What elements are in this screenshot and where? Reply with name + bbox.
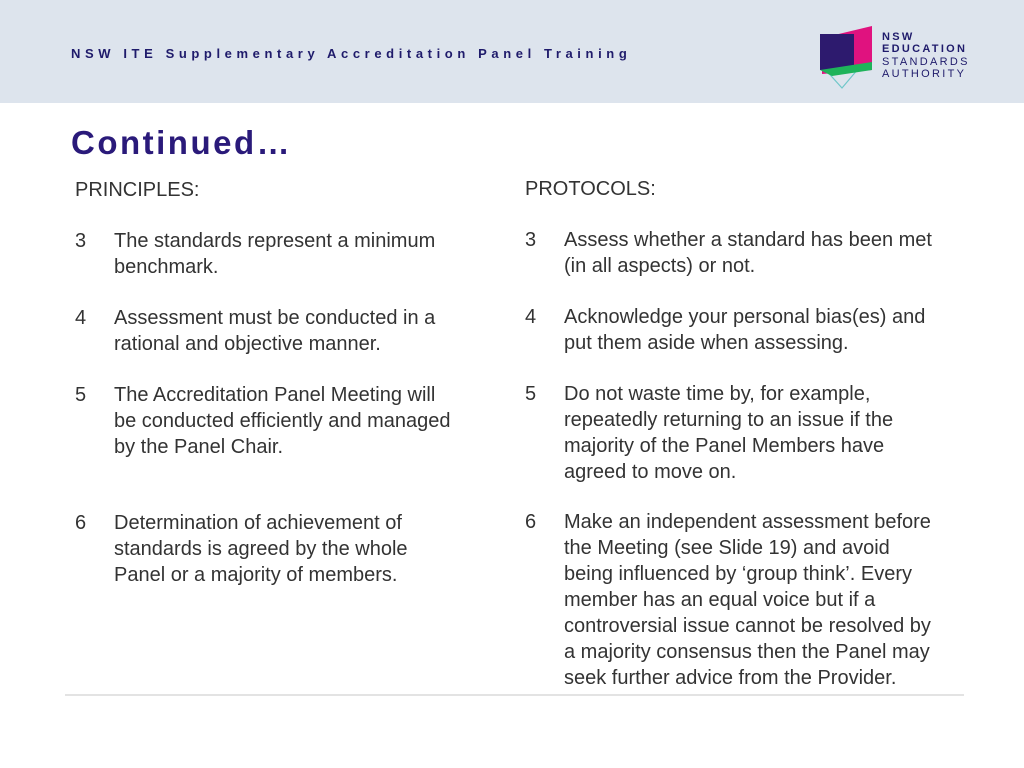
- item-line: standards is agreed by the whole: [114, 538, 408, 560]
- item-line: Determination of achievement of: [114, 512, 402, 534]
- item-line: Acknowledge your personal bias(es) and: [564, 306, 926, 328]
- item-number: 5: [525, 383, 537, 405]
- protocols-heading: PROTOCOLS:: [525, 178, 656, 200]
- item-line: The standards represent a minimum: [114, 230, 436, 252]
- logo-line: STANDARDS: [882, 55, 970, 68]
- item-line: Make an independent assessment before: [564, 511, 931, 533]
- logo-line: EDUCATION: [882, 43, 968, 56]
- item-number: 3: [525, 229, 537, 251]
- item-line: majority of the Panel Members have: [564, 435, 885, 457]
- item-line: the Meeting (see Slide 19) and avoid: [564, 537, 890, 559]
- item-line: controversial issue cannot be resolved by: [564, 615, 931, 637]
- item-line: Assessment must be conducted in a: [114, 307, 436, 329]
- item-number: 6: [525, 511, 537, 533]
- nesa-logo-icon: [818, 24, 874, 90]
- item-line: by the Panel Chair.: [114, 436, 283, 458]
- item-line: repeatedly returning to an issue if the: [564, 409, 894, 431]
- slide-title: Continued…: [71, 124, 293, 161]
- item-line: benchmark.: [114, 256, 219, 278]
- presentation-title: NSW ITE Supplementary Accreditation Panel Training: [71, 46, 632, 61]
- item-line: being influenced by ‘group think’. Every: [564, 563, 912, 585]
- item-line: The Accreditation Panel Meeting will: [114, 384, 436, 406]
- item-number: 3: [75, 230, 87, 252]
- item-number: 4: [75, 307, 87, 329]
- item-line: Panel or a majority of members.: [114, 564, 398, 586]
- footer-divider: [65, 694, 964, 696]
- item-line: rational and objective manner.: [114, 333, 381, 355]
- item-line: be conducted efficiently and managed: [114, 410, 451, 432]
- item-line: seek further advice from the Provider.: [564, 667, 897, 689]
- item-line: (in all aspects) or not.: [564, 255, 756, 277]
- principles-heading: PRINCIPLES:: [75, 179, 200, 201]
- logo-line: NSW: [882, 31, 915, 43]
- item-line: put them aside when assessing.: [564, 332, 849, 354]
- item-number: 5: [75, 384, 87, 406]
- item-number: 6: [75, 512, 87, 534]
- item-line: member has an equal voice but if a: [564, 589, 876, 611]
- logo-line: AUTHORITY: [882, 67, 967, 80]
- item-line: Do not waste time by, for example,: [564, 383, 871, 405]
- item-number: 4: [525, 306, 537, 328]
- item-line: a majority consensus then the Panel may: [564, 641, 930, 663]
- item-line: Assess whether a standard has been met: [564, 229, 932, 251]
- nesa-logo-text: [882, 31, 970, 80]
- header-bar: [0, 0, 1024, 103]
- item-line: agreed to move on.: [564, 461, 737, 483]
